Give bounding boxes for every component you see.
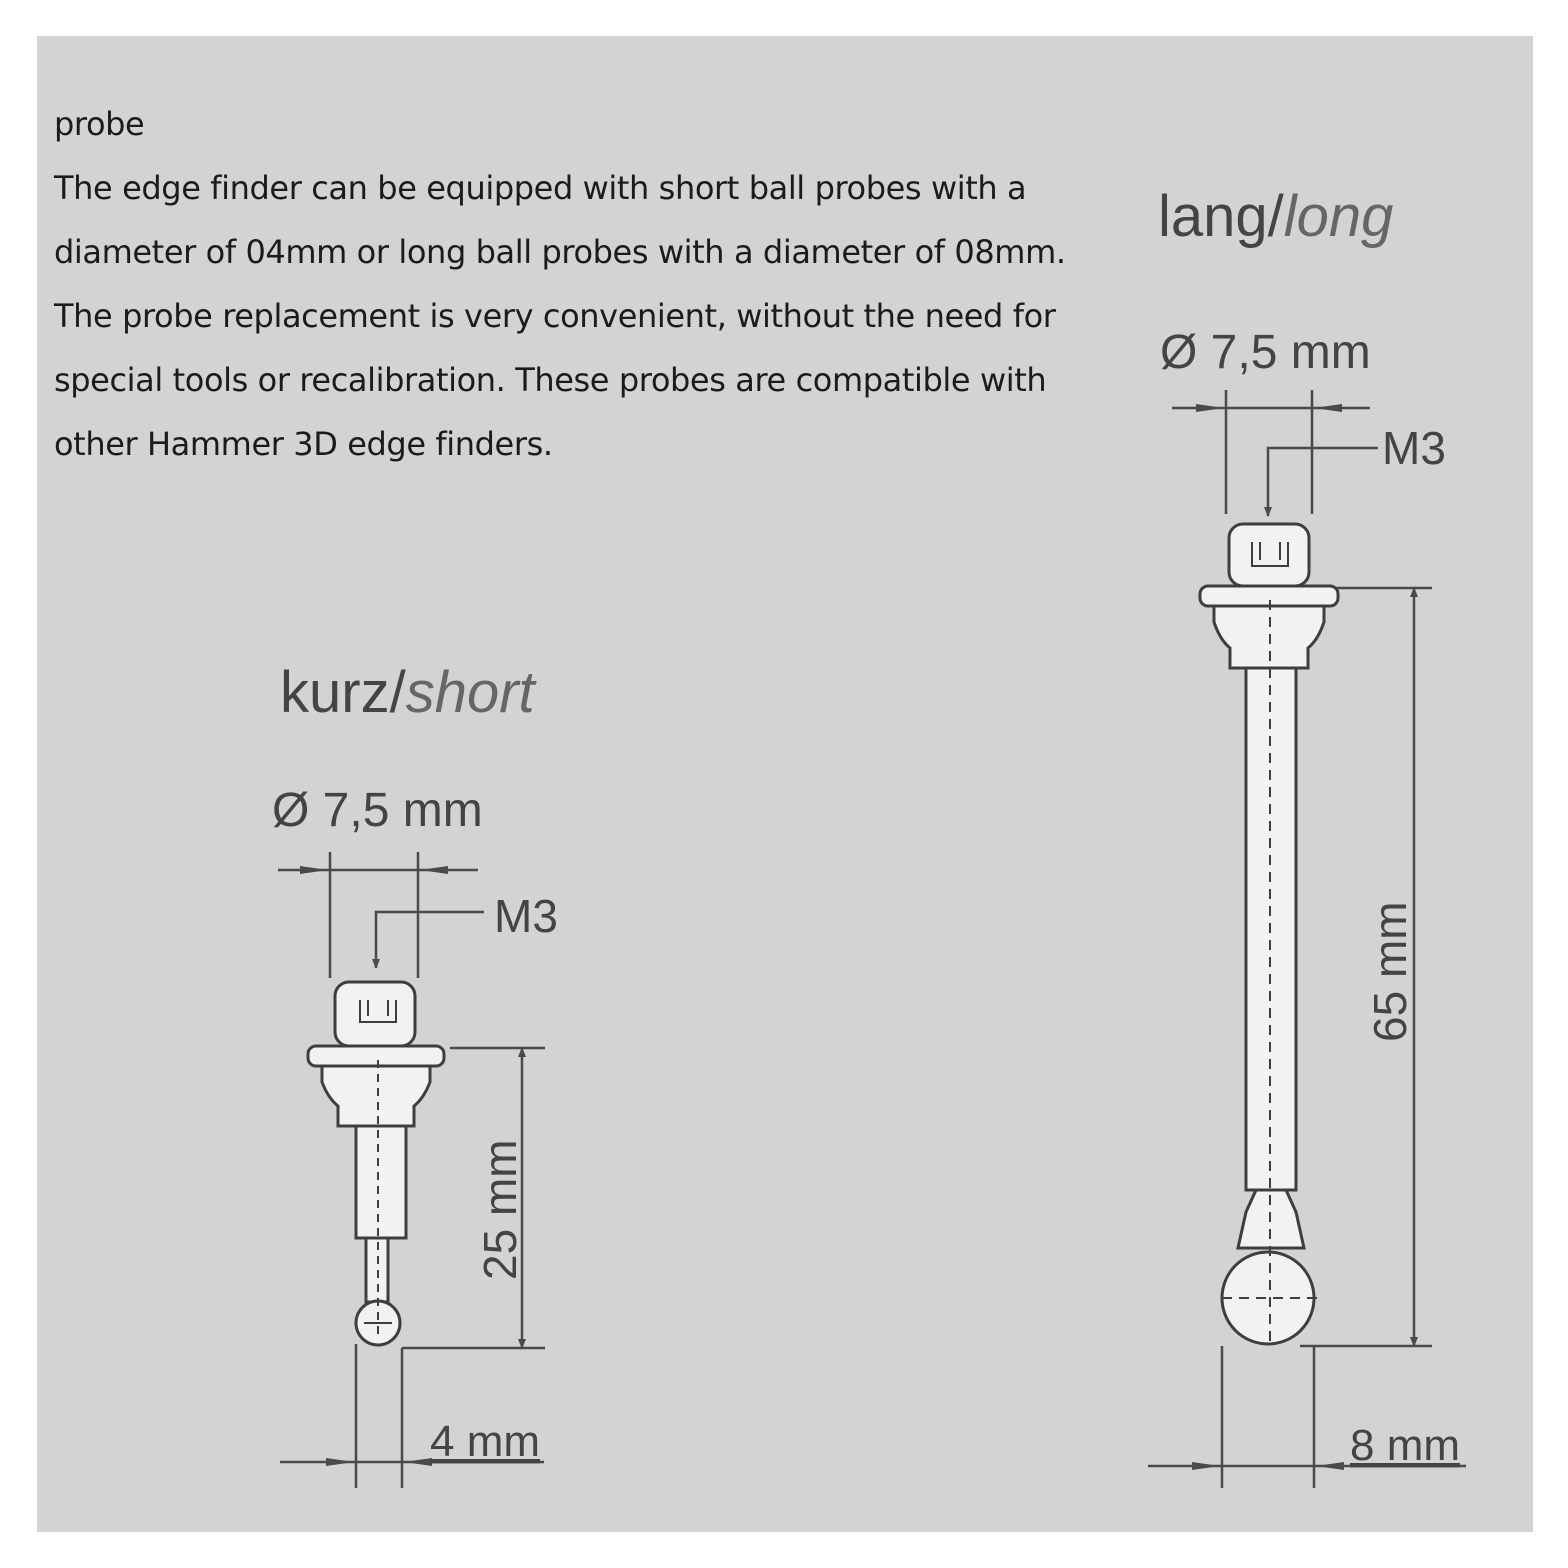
short-diameter-label: Ø 7,5 mm: [272, 784, 483, 837]
long-probe-title: [1158, 184, 1393, 249]
description-line: diameter of 04mm or long ball probes with a diameter of 08mm.: [54, 233, 1066, 271]
short-probe-drawing: [272, 660, 558, 1488]
short-title-de: kurz/: [280, 660, 406, 725]
description-line: The edge finder can be equipped with short ball probes with a: [54, 169, 1027, 207]
long-title-de: lang/: [1158, 184, 1284, 249]
short-thread-label: M3: [494, 890, 558, 942]
short-length-label: 25 mm: [474, 1139, 526, 1280]
long-probe-drawing: [1148, 184, 1466, 1488]
description-line: other Hammer 3D edge finders.: [54, 425, 553, 463]
long-ball-label: 8 mm: [1350, 1421, 1460, 1470]
long-length-label: 65 mm: [1364, 901, 1416, 1042]
description-heading: probe: [54, 105, 145, 143]
short-ball-label: 4 mm: [430, 1417, 540, 1466]
short-title-en: short: [405, 660, 535, 725]
description-line: The probe replacement is very convenient, without the need for: [54, 297, 1056, 335]
short-probe-title: [280, 660, 538, 725]
long-diameter-label: Ø 7,5 mm: [1160, 326, 1371, 379]
short-probe-body: [308, 982, 444, 1345]
description-line: special tools or recalibration. These probes are compatible with: [54, 361, 1047, 399]
long-title-en: long: [1283, 184, 1394, 249]
long-thread-label: M3: [1382, 422, 1446, 474]
